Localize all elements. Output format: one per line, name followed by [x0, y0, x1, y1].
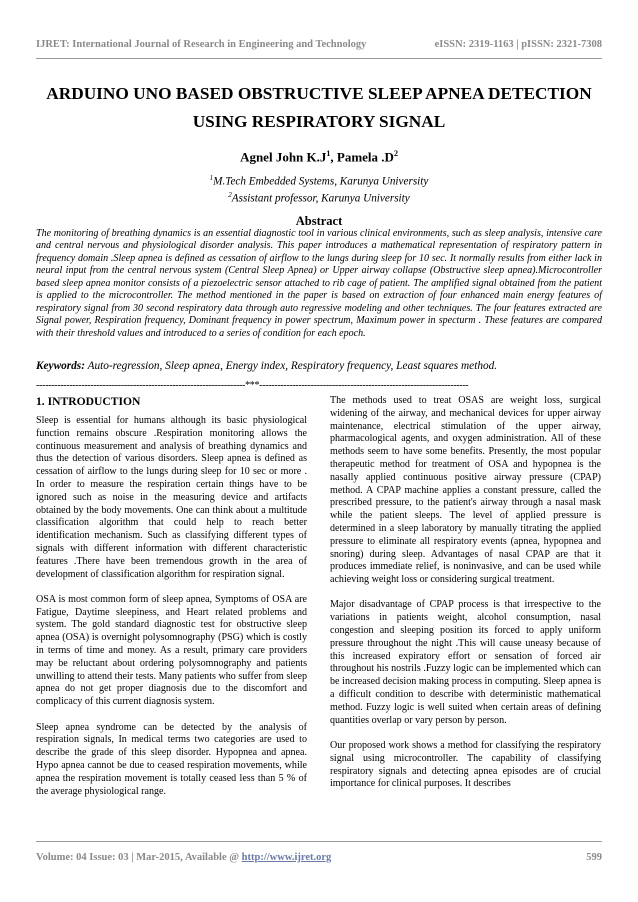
footer-rule: [36, 841, 602, 842]
abstract-text: The monitoring of breathing dynamics is an essential diagnostic tool in various clinical environments, such as sleep analysis, intensive care and central nervous and physiological disorder analysis. This paper introduces a mathematical representation of respiratory pattern in frequency domain .Sleep apnea is defined as cessation of airflow to the lungs during sleep for 10 sec. It normally results from either lack in neural input from the central nervous system (Central Sleep Apnea) or Upper airway collapse (Obstructive sleep apnea).Microcontroller based sleep apnea monitor consists of a piezoelectric sensor attached to rib cage of patient. The amplified signal obtained from the patient is applied to the microcontroller. The method mentioned in the paper is based on extraction of four enhanced main energy features of respiratory signal from 30 second respiratory data through auto regressive modeling and other techniques. The four features extracted are Signal power, Respiration frequency, Dominant frequency in power spectrum, Maximum power in specturm . These features are compared with their threshold values and introduced to a series of condition for each epoch.: [36, 228, 602, 339]
author-list: [36, 149, 602, 165]
header-rule: [36, 58, 602, 59]
paragraph: The methods used to treat OSAS are weight loss, surgical widening of the airway, and mechanical devices for upper airway maintenance, electrical stimulation of the upper airway, pharmacological agents, and oxygen administration. All of these methods seem to have some benefits. Presently, the most popular therapeutic method for treatment of OSA and hypopnea is the nasally applied continuous positive airway pressure (CPAP) method. A CPAP machine applies a constant pressure, called the prescribed pressure, to the patient's airway through a nasal mask while the patient sleeps. The level of applied pressure is determined in a sleep laboratory by manually titrating the applied pressure to eliminate all respiratory events (apnea, hypopnea and snoring) during sleep. Advantages of nasal CPAP are that it produces immediate relief, is noninvasive, and can be used while achieving weight loss or considering surgical treatment.: [330, 395, 601, 586]
right-column: [330, 395, 601, 804]
affiliation-2-text: Assistant professor, Karunya University: [231, 192, 410, 205]
section-heading-introduction: 1. INTRODUCTION: [36, 395, 141, 408]
paragraph: Sleep is essential for humans although its basic physiological function remains obscure .Respiration monitoring allows the continuous measurement and analysis of breathing dynamics and thus the detection of various disorders. Sleep apnea is defined as cessation of airflow to the lungs during sleep for 10 sec or more . In order to measure the respiration certain things have to be ignored such as noise in the measuring device and artifacts obtained by the body movements. One can think about a multitude classification algorithm that could help to reach better identification mechanism. Such as classifying different types of signals with different information with different characteristic features .There have been tremendous growth in the area of development of classification algorithm for respiration signal.: [36, 415, 307, 580]
abstract-heading: Abstract: [295, 214, 343, 228]
affiliation-1-text: M.Tech Embedded Systems, Karunya University: [213, 175, 429, 188]
page-number: 599: [586, 852, 602, 863]
paragraph: OSA is most common form of sleep apnea, Symptoms of OSA are Fatigue, Daytime sleepiness, and Heart related problems and system. The gold standard diagnostic test for obstructive sleep apnea (OSA) is overnight polysomnography (PSG) which is costly in terms of time and money. As a result, primary care providers may be reluctant about ordering polysomnography and patients unwilling to attend their tests. Many patients who suffer from sleep apnea do not get proper diagnosis due to the discomfort and complicacy of this current diagnosis system.: [36, 593, 307, 708]
keywords-text: Auto-regression, Sleep apnea, Energy index, Respiratory frequency, Least squares method.: [84, 360, 498, 372]
author-separator: ,: [330, 149, 337, 165]
keywords: [36, 360, 602, 372]
affiliation-2-sup: 2: [228, 191, 232, 200]
title-line-2: USING RESPIRATORY SIGNAL: [192, 112, 446, 131]
affiliation-1-sup: 1: [209, 174, 214, 182]
left-column: [36, 395, 307, 811]
affiliations: [36, 172, 602, 206]
paragraph: Sleep apnea syndrome can be detected by the analysis of respiration signals, In medical terms two categories are used to describe the grade of this sleep disorder. Hypopnea and apnea. Hypo apnea cannot be due to ceased respiration movements, while apnea the respiration movement is totally ceased less than 5 % of the average physiological range.: [36, 721, 307, 797]
section-separator: ---------------------------------------------------------------------***---------------------------------------------------------------------: [36, 380, 469, 391]
affiliation-1: [36, 172, 602, 189]
paragraph: Major disadvantage of CPAP process is that irrespective to the variations in patients weight, alcohol consumption, nasal congestion and sleeping position its forced to apply uniform pressure throughout the night .This will cause uneasy because of this increased expiratory effort or sensation of forced air throughout his nostrils .Fuzzy logic can be implemented which can be increased decision making process in computing. Sleep apnea is a difficult condition to describe with deterministic mathematical method. Fuzzy logic is well suited when certain areas of defining quantities overlap or vary person by person.: [330, 599, 601, 726]
journal-name: IJRET: International Journal of Research in Engineering and Technology: [36, 39, 367, 50]
footer-volume: [36, 852, 331, 863]
journal-link[interactable]: http://www.ijret.org: [241, 852, 332, 863]
title-line-1: ARDUINO UNO BASED OBSTRUCTIVE SLEEP APNEA DETECTION: [46, 84, 592, 103]
author-2-sup: 2: [393, 149, 398, 158]
running-header: [36, 39, 602, 50]
footer-volume-text: Volume: 04 Issue: 03 | Mar-2015, Available @: [36, 852, 242, 863]
author-2: Pamela .D: [336, 149, 394, 165]
paper-title: [36, 80, 602, 136]
keywords-label: Keywords:: [36, 360, 85, 372]
affiliation-2: [36, 189, 602, 206]
issn: eISSN: 2319-1163 | pISSN: 2321-7308: [434, 39, 602, 50]
paragraph: Our proposed work shows a method for classifying the respiratory signal using microcontroller. The capability of classifying respiratory signals and detecting apnea episodes are of crucial importance for clinical purposes. It describes: [330, 739, 601, 790]
author-1-sup: 1: [326, 149, 331, 158]
running-footer: [36, 852, 602, 863]
author-1: Agnel John K.J: [240, 149, 327, 165]
